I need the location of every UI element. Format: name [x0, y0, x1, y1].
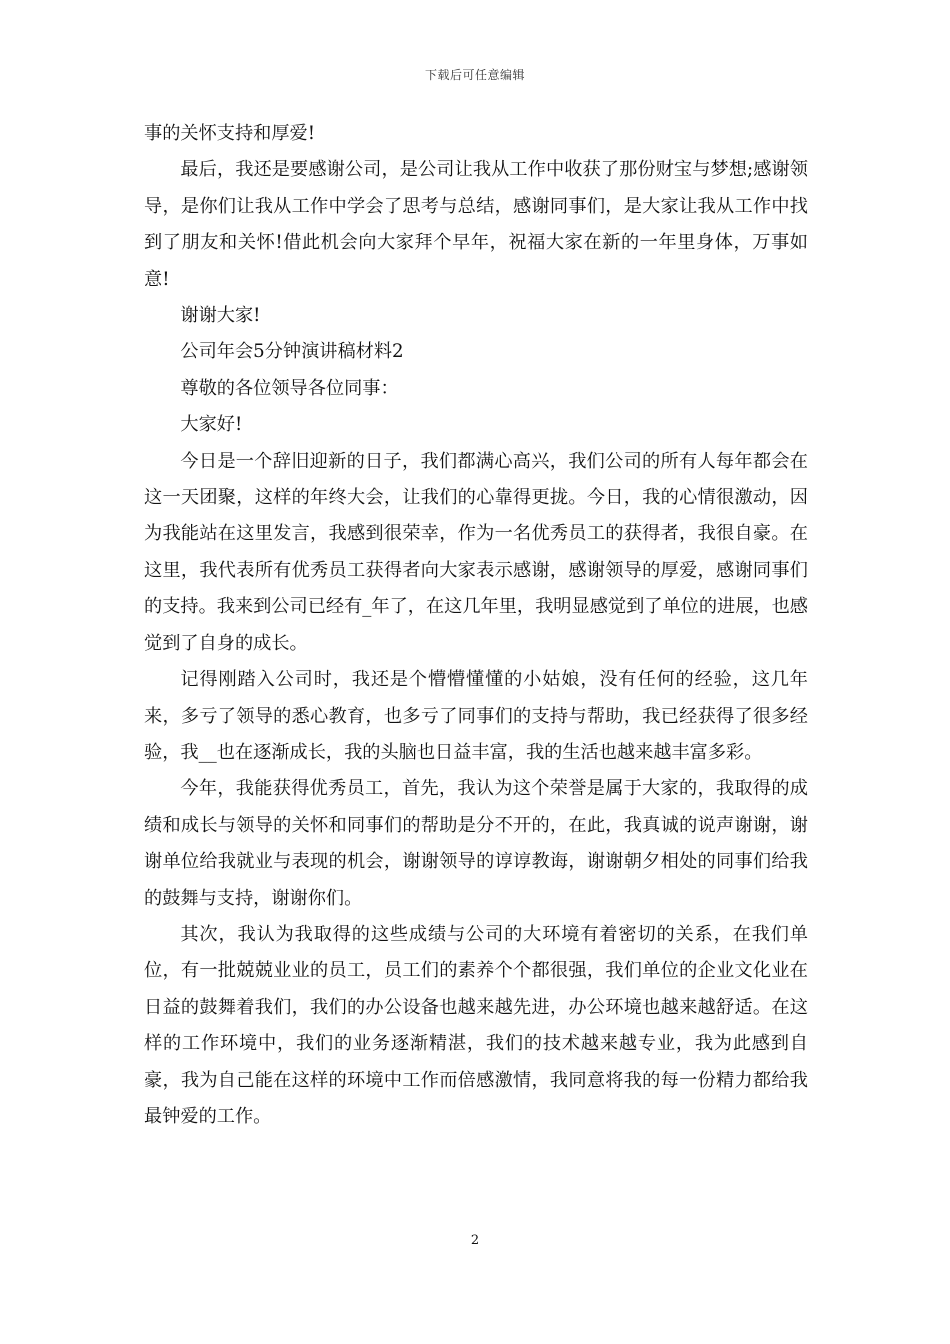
page-header: 下载后可任意编辑	[424, 68, 525, 82]
paragraph: 谢谢大家!	[180, 305, 261, 327]
paragraph: 今年，我能获得优秀员工，首先，我认为这个荣誉是属于大家的，我取得的成绩和成长与领导的关怀和同事们的帮助是分不开的，在此，我真诚的说声谢谢，谢谢单位给我就业与表现的机会，谢谢领导的谆谆教诲，谢谢朝夕相处的同事们给我的鼓舞与支持，谢谢你们。	[144, 778, 808, 909]
paragraph: 最后，我还是要感谢公司，是公司让我从工作中收获了那份财宝与梦想;感谢领导，是你们让我从工作中学会了思考与总结，感谢同事们，是大家让我从工作中找到了朋友和关怀!借此机会向大家拜个早年，祝福大家在新的一年里身体，万事如意!	[144, 159, 808, 290]
section-title: 公司年会5分钟演讲稿材料2	[180, 341, 404, 363]
paragraph: 事的关怀支持和厚爱!	[144, 123, 315, 144]
greeting: 大家好!	[180, 414, 243, 436]
page-number: 2	[470, 1233, 480, 1248]
document-body	[144, 116, 808, 1135]
paragraph: 记得刚踏入公司时，我还是个懵懵懂懂的小姑娘，没有任何的经验，这几年来，多亏了领导的悉心教育，也多亏了同事们的支持与帮助，我已经获得了很多经验，我__也在逐渐成长，我的头脑也日益丰富，我的生活也越来越丰富多彩。	[144, 669, 808, 763]
paragraph: 其次，我认为我取得的这些成绩与公司的大环境有着密切的关系，在我们单位，有一批兢兢业业的员工，员工们的素养个个都很强，我们单位的企业文化业在日益的鼓舞着我们，我们的办公设备也越来越先进，办公环境也越来越舒适。在这样的工作环境中，我们的业务逐渐精湛，我们的技术越来越专业，我为此感到自豪，我为自己能在这样的环境中工作而倍感激情，我同意将我的每一份精力都给我最钟爱的工作。	[144, 923, 808, 1127]
paragraph: 今日是一个辞旧迎新的日子，我们都满心高兴，我们公司的所有人每年都会在这一天团聚，这样的年终大会，让我们的心靠得更拢。今日，我的心情很激动，因为我能站在这里发言，我感到很荣幸，作为一名优秀员工的获得者，我很自豪。在这里，我代表所有优秀员工获得者向大家表示感谢，感谢领导的厚爱，感谢同事们的支持。我来到公司已经有_年了，在这几年里，我明显感觉到了单位的进展，也感觉到了自身的成长。	[144, 450, 808, 654]
salutation: 尊敬的各位领导各位同事：	[180, 377, 399, 399]
